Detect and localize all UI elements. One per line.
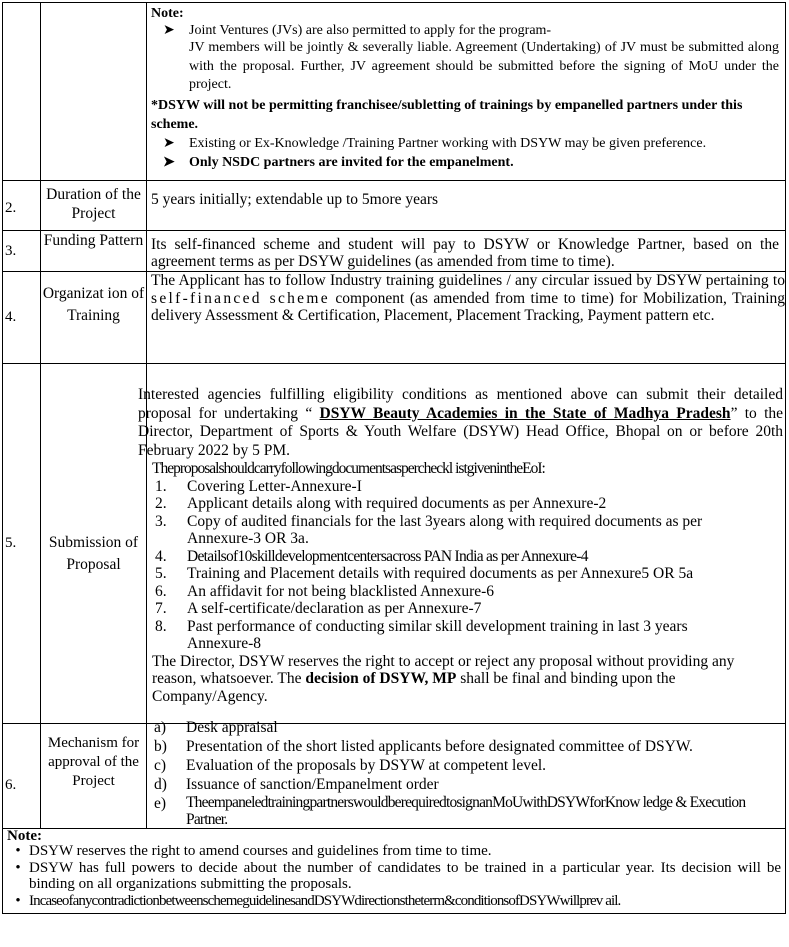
list-item: • IncaseofanycontradictionbetweenschemeguidelinesandDSYWdirectionstheterm&conditionsofDSYWwillprev ail. <box>7 893 781 910</box>
jv-line: Joint Ventures (JVs) are also permitted to apply for the program- <box>189 23 552 38</box>
row-topic: Duration of the Project <box>41 181 147 231</box>
list-item: d) Issuance of sanction/Empanelment order <box>154 776 439 793</box>
list-item: a) Desk appraisal <box>154 719 278 736</box>
submission-cell <box>138 364 786 724</box>
arrow-bullet-icon: ➤ <box>163 154 175 170</box>
row-topic: Submission of Proposal <box>41 364 147 724</box>
scheme-title: DSYW Beauty Academies in the State of Madhya Pradesh <box>319 404 731 422</box>
arrow-bullet-icon: ➤ <box>163 23 175 38</box>
jv-detail: JV members will be jointly & severally liable. Agreement (Undertaking) of JV must be submitted along with the proposal. Further, JV agreement should be submitted before the signing of MoU under the project. <box>189 40 779 92</box>
list-item: 8. Past performance of conducting similar skill development training in last 3 years Annexure-8 <box>155 617 688 652</box>
mechanism-cell <box>147 719 786 829</box>
row-number: 3. <box>3 231 41 272</box>
arrow-bullet-icon: ➤ <box>163 135 175 151</box>
checklist <box>147 478 783 653</box>
row-topic: Funding Pattern <box>41 231 147 272</box>
list-item: 4. Detailsof10skilldevelopmentcentersacross PAN India as per Annexure-4 <box>155 547 588 565</box>
list-item: c) Evaluation of the proposals by DSYW at competent level. <box>154 757 547 774</box>
list-item: 6. An affidavit for not being blacklisted Annexure-6 <box>155 582 495 600</box>
list-item: 2. Applicant details along with required documents as per Annexure-2 <box>155 495 607 512</box>
list-item: b) Presentation of the short listed applicants before designated committee of DSYW. <box>154 738 693 755</box>
table-row <box>3 829 786 914</box>
row-text-spaced: self-financed scheme <box>151 289 330 307</box>
bullet-icon: • <box>15 843 21 859</box>
row-topic: Mechanism for approval of the Project <box>41 724 147 829</box>
mechanism-list <box>154 718 783 828</box>
list-item: • DSYW reserves the right to amend courses and guidelines from time to time. <box>7 843 781 860</box>
bullet-icon: • <box>15 892 21 909</box>
row-text-part: The Applicant has to follow Industry training guidelines / any circular issued by DSYW pertaining to <box>151 272 785 289</box>
list-item: 3. Copy of audited financials for the last 3years along with required documents as per Annexure-3 OR 3a. <box>155 512 703 547</box>
row-topic: Organizat ion of Training <box>41 272 147 364</box>
row-text-part: component (as amended from time to time) for Mobilization, Training delivery Assessment & Certification, Placement, Placement Tracking, Payment pattern etc. <box>151 289 785 324</box>
list-item: e) TheempaneledtrainingpartnerswouldberequiredtosignanMoUwithDSYWforKnow ledge & Execution Partner. <box>154 794 746 828</box>
table-row <box>3 272 786 364</box>
table-row <box>3 364 786 724</box>
table-row <box>3 724 786 829</box>
checklist-intro: Theproposalshouldcarryfollowingdocumentsaspercheckl istgivenintheEoI: <box>152 460 545 477</box>
list-item: 1. Covering Letter-Annexure-I <box>155 477 362 495</box>
list-item: 7. A self-certificate/declaration as per Annexure-7 <box>155 600 482 617</box>
bottom-note-cell <box>3 829 786 914</box>
intro-text: Interested agencies fulfilling eligibility conditions as mentioned above can submit their detailed proposal for undertaking “ <box>138 386 783 422</box>
row-number: 4. <box>3 272 41 364</box>
row-number: 2. <box>3 181 41 231</box>
row-text <box>147 272 786 364</box>
note-cell: Note: ➤ Joint Ventures (JVs) are also permitted to apply for the program- JV members will be jointly & severally liable. Agreement (Undertaking) of JV must be submitted along with the proposal. Further, JV agreement should be submitted before the signing of MoU under the project. *DSYW will not be permitting franchisee/subletting of trainings by empanelled partners under this scheme. ➤ Existing or Ex-Knowledge /Training Partner working with DSYW may be given preference. ➤ Only NSDC partners are invited for the empanelment. <box>147 3 786 181</box>
closing-text: The Director, DSYW reserves the right to accept or reject any proposal without providing any reason, whatsoever. The decision of DSYW, MP shall be final and binding upon the Company/Agency. <box>152 652 735 705</box>
topic-cell <box>41 3 147 181</box>
intro-text: ” to the Director, Department of Sports & Youth Welfare (DSYW) Head Office, Bhopal on or before 20th February 2022 by 5 PM. <box>138 404 784 459</box>
table-row <box>3 231 786 272</box>
bullet-icon: • <box>15 859 21 876</box>
note-label: Note <box>151 6 179 21</box>
row-text: Its self-financed scheme and student will pay to DSYW or Knowledge Partner, based on the agreement terms as per DSYW guidelines (as amended from time to time). <box>147 231 786 272</box>
row-text: 5 years initially; extendable up to 5more years <box>147 181 786 231</box>
row-number: 5. <box>3 364 41 724</box>
table-row <box>3 181 786 231</box>
scheme-table <box>2 2 786 914</box>
table-row <box>3 3 786 181</box>
franchise-note: *DSYW will not be permitting franchisee/subletting of trainings by empanelled partners under this scheme. <box>151 97 743 132</box>
list-item: 5. Training and Placement details with required documents as per Annexure5 OR 5a <box>155 565 694 582</box>
existing-partner-note: Existing or Ex-Knowledge /Training Partner working with DSYW may be given preference. <box>189 135 707 151</box>
num-cell <box>3 3 41 181</box>
nsdc-note: Only NSDC partners are invited for the empanelment. <box>189 154 514 170</box>
row-number: 6. <box>3 724 41 829</box>
bottom-note-label: Note: <box>7 828 42 844</box>
list-item: • DSYW has full powers to decide about the number of candidates to be trained in a particular year. Its decision will be binding on all organizations submitting the proposals. <box>7 860 781 893</box>
